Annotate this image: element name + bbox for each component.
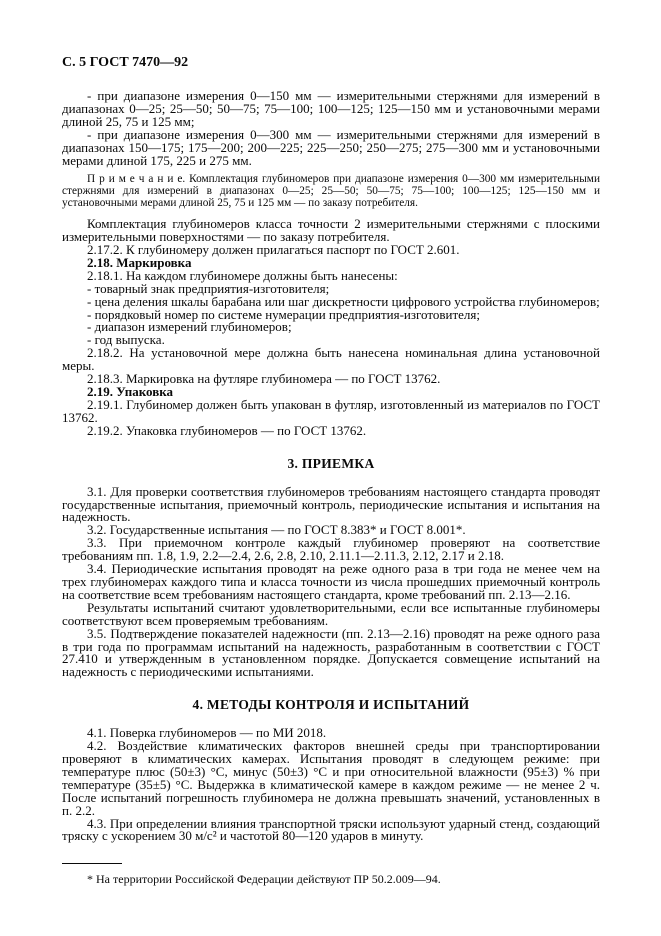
paragraph: 2.19.2. Упаковка глубиномеров — по ГОСТ 13762. (87, 422, 367, 438)
paragraph: 2.18.3. Маркировка на футляре глубиномера — по ГОСТ 13762. (87, 371, 441, 387)
document-body (62, 90, 600, 843)
paragraph: - при диапазоне измерения 0—150 мм — измерительными стержнями для измерений в диапазонах 0—25; 25—50; 50—75; 75—100; 100—125; 125—150 мм и установочными мерами длиной 25, 75 и 125 мм; (62, 88, 600, 129)
bold-paragraph: 2.18. Маркировка (87, 254, 192, 270)
paragraph: 2.18.2. На установочной мере должна быть нанесена номинальная длина установочной меры. (62, 345, 600, 374)
paragraph: 2.19.1. Глубиномер должен быть упакован в футляр, изготовленный из материалов по ГОСТ 13762. (62, 396, 600, 425)
bold-paragraph: 2.19. Упаковка (87, 384, 174, 399)
running-header: С. 5 ГОСТ 7470—92 (62, 55, 189, 70)
footnote-text: * На территории Российской Федерации действуют ПР 50.2.009—94. (87, 872, 441, 887)
paragraph: 3.1. Для проверки соответствия глубиномеров требованиям настоящего стандарта проводят государственные испытания, приемочный контроль, периодические испытания и испытания на надежность. (62, 483, 600, 525)
paragraph: 3.2. Государственные испытания — по ГОСТ 8.383* и ГОСТ 8.001*. (87, 522, 466, 538)
paragraph: - цена деления шкалы барабана или шаг дискретности цифрового устройства глубиномеров; (87, 293, 600, 309)
paragraph: 4.3. При определении влияния транспортной тряски используют ударный стенд, создающий тряску с ускорением 30 м/с² и частотой 80—120 ударов в минуту. (62, 815, 600, 844)
paragraph: - год выпуска. (87, 332, 165, 348)
note-paragraph: П р и м е ч а н и е. Комплектация глубиномеров при диапазоне измерения 0—300 мм измерительными стержнями для измерений в диапазонах 0—25; 25—50; 50—75; 75—100; 100—125; 125—150 мм и установочными мерами длиной 25, 75 и 125 мм — по заказу потребителя. (62, 173, 600, 209)
paragraph: - товарный знак предприятия-изготовителя; (87, 280, 330, 296)
paragraph: 3.3. При приемочном контроле каждый глубиномер проверяют на соответствие требованиям пп. 1.8, 1.9, 2.2—2.4, 2.6, 2.8, 2.10, 2.11.1—2.11.3, 2.12, 2.17 и 2.18. (62, 535, 600, 564)
paragraph: 4.1. Поверка глубиномеров — по МИ 2018. (87, 725, 327, 741)
paragraph: 3.4. Периодические испытания проводят на реже одного раза в три года не менее чем на трех глубиномерах каждого типа и класса точности из числа прошедших приемочный контроль на соответствие всем требованиям настоящего стандарта, кроме требований пп. 2.13—2.16. (62, 561, 600, 602)
section-heading: 4. МЕТОДЫ КОНТРОЛЯ И ИСПЫТАНИЙ (192, 697, 470, 713)
footnote-separator (62, 863, 122, 864)
paragraph: 2.17.2. К глубиномеру должен прилагаться паспорт по ГОСТ 2.601. (87, 242, 460, 258)
paragraph: 4.2. Воздействие климатических факторов внешней среды при транспортировании проверяют в климатических камерах. Испытания проводят в следующем режиме: при температуре плюс (50±3) °С, минус (50±3) °С и при относительной влажности (95±3) % при температуре (35±5) °С. Выдержка в климатической камере в каждом режиме — не менее 2 ч. После испытаний погрешность глубиномера не должна превышать значений, установленных в п. 2.2. (62, 738, 600, 818)
paragraph: - диапазон измерений глубиномеров; (87, 319, 292, 335)
section-heading: 3. ПРИЕМКА (287, 455, 375, 471)
paragraph: Результаты испытаний считают удовлетворительными, если все испытанные глубиномеры соответствуют всем проверяемым требованиям. (62, 599, 600, 628)
paragraph: - порядковый номер по системе нумерации предприятия-изготовителя; (87, 306, 480, 322)
paragraph: Комплектация глубиномеров класса точности 2 измерительными стержнями с плоскими измерительными поверхностями — по заказу потребителя. (62, 216, 600, 245)
paragraph: 2.18.1. На каждом глубиномере должны быть нанесены: (87, 267, 398, 283)
paragraph: - при диапазоне измерения 0—300 мм — измерительными стержнями для измерений в диапазонах 150—175; 175—200; 200—225; 225—250; 250—275; 275—300 мм и установочными мерами длиной 175, 225 и 275 мм. (62, 126, 600, 168)
paragraph: 3.5. Подтверждение показателей надежности (пп. 2.13—2.16) проводят на реже одного раза в три года по программам испытаний на надежность, разработанным в соответствии с ГОСТ 27.410 и утвержденным в установленном порядке. Допускается совмещение испытаний на надежность с периодическими испытаниями. (62, 625, 600, 680)
